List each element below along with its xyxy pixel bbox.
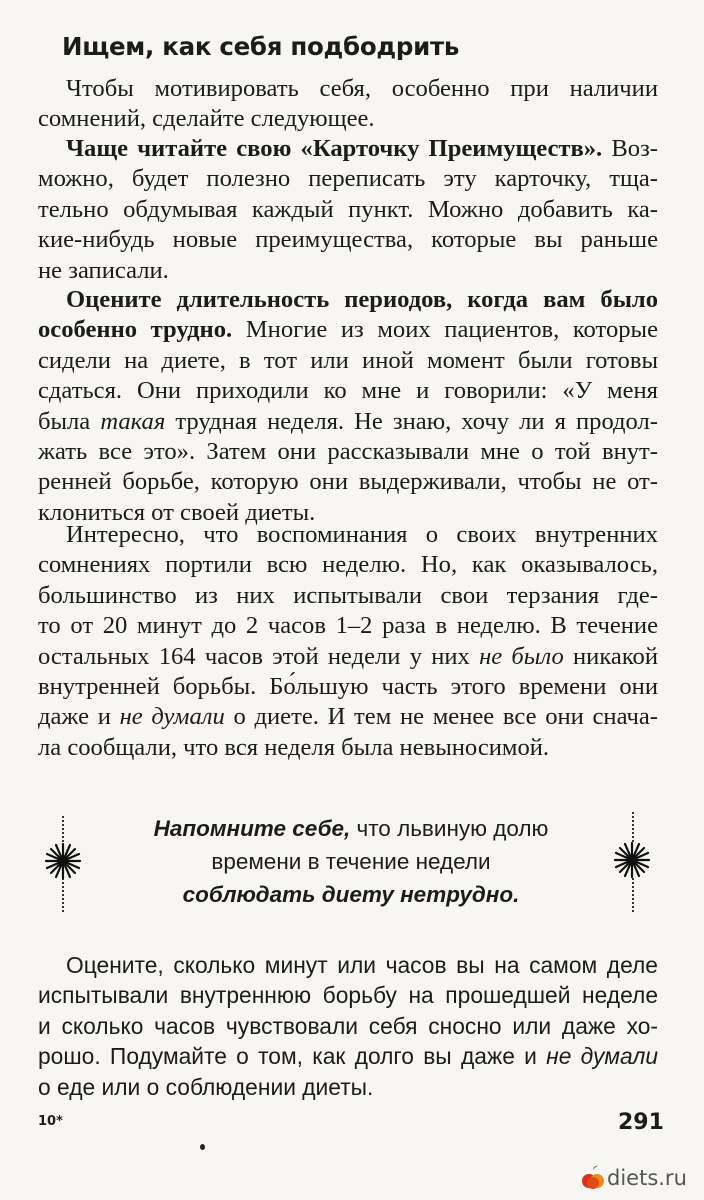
text-line: Оцените, сколько минут или часов вы на самом деле [66,952,658,978]
dotted-divider [62,878,68,912]
watermark-text: diets.ru [607,1166,687,1190]
text-line: жать все это». Затем они рассказывали мне о той внут- [38,437,658,465]
text-line: Интересно, что воспоминания о своих внутренних [66,521,658,548]
text-line: испытывали внутреннюю борьбу на прошедшей неделе [38,982,658,1009]
site-watermark [582,1163,687,1193]
paragraph-hard-periods [38,285,658,528]
text-line: сомнениях портили всю неделю. Но, как оказывалось, [38,551,658,579]
text-fragment: Многие из моих пациентов, которые [232,316,658,344]
italic-emphasis: не думали [119,703,225,731]
paragraph-intro [38,74,658,135]
text-line [38,702,658,732]
text-line [38,1041,658,1071]
dotted-divider [632,812,638,842]
text-line: соблюдать диету нетрудно. [182,882,520,907]
dotted-divider [632,878,638,912]
text-fragment: никакой [563,642,658,670]
paragraph-advantages-card [38,134,658,286]
text-fragment: что львиную долю [350,816,549,841]
text-line: можно, будет полезно переписать эту карточку, тща- [38,165,658,193]
text-line: о еде или о соблюдении диеты. [38,1073,374,1100]
text-line: внутренней борьбы. Бо́льшую часть этого времени они [38,672,658,700]
text-line: ла сообщали, что вся неделя была невыносимой. [38,733,550,761]
italic-emphasis: Напомните себе, [153,816,351,841]
text-line: клониться от своей диеты. [38,498,316,526]
dotted-divider [62,816,68,842]
italic-emphasis: такая [100,407,166,435]
text-line: сомнений, сделайте следующее. [38,105,375,133]
text-fragment: Воз- [602,135,658,162]
signature-mark: 10* [38,1114,63,1129]
text-line: тельно обдумывая каждый пункт. Можно добавить ка- [38,195,658,223]
text-line: то от 20 минут до 2 часов 1–2 раза в неделю. В течение [38,612,658,640]
bold-lead: особенно трудно. [38,316,233,344]
callout-text [116,812,586,911]
text-fragment: рошо. Подумайте о том, как долго вы даже и [38,1043,547,1070]
text-line: ренней борьбе, которую они выдерживали, чтобы не от- [38,468,658,496]
text-line [38,134,658,164]
bold-lead: Чаще читайте свою «Карточку Преимуществ». [66,135,603,162]
text-line: большинство из них испытывали свои терзания где- [38,581,658,609]
text-line [38,642,658,672]
section-heading: Ищем, как себя подбодрить [62,32,460,61]
text-line: кие-нибудь новые преимущества, которые вы раньше [38,226,658,254]
text-fragment: была [38,407,101,435]
text-line [38,315,658,345]
reminder-callout [36,808,666,918]
text-line [116,812,586,845]
text-fragment: остальных 164 часов этой недели у них [38,642,480,670]
text-fragment: о диете. И тем не менее все они снача- [224,703,658,731]
text-line: не записали. [38,256,169,284]
italic-emphasis: не думали [546,1043,658,1070]
apple-icon [582,1165,604,1191]
text-fragment: даже и [38,703,120,731]
text-line [38,407,658,437]
paragraph-exercise [38,950,658,1102]
text-line: Чтобы мотивировать себя, особенно при наличии [66,75,658,102]
text-line: сдаться. Они приходили ко мне и говорили: «У меня [38,377,658,405]
star-burst-icon [612,840,652,880]
text-line: Оцените длительность периодов, когда вам было [66,286,658,313]
text-line: сидели на диете, в тот или иной момент были готовы [38,346,658,374]
text-line: и сколько часов чувствовали себя сносно или даже хо- [38,1012,658,1039]
paragraph-memories [38,520,658,763]
text-fragment: трудная неделя. Не знаю, хочу ли я продол- [165,407,658,435]
italic-emphasis: не было [479,642,564,670]
text-line: времени в течение недели [211,849,491,874]
print-speck [200,1144,205,1150]
star-burst-icon [43,841,83,881]
page-number: 291 [618,1110,664,1135]
